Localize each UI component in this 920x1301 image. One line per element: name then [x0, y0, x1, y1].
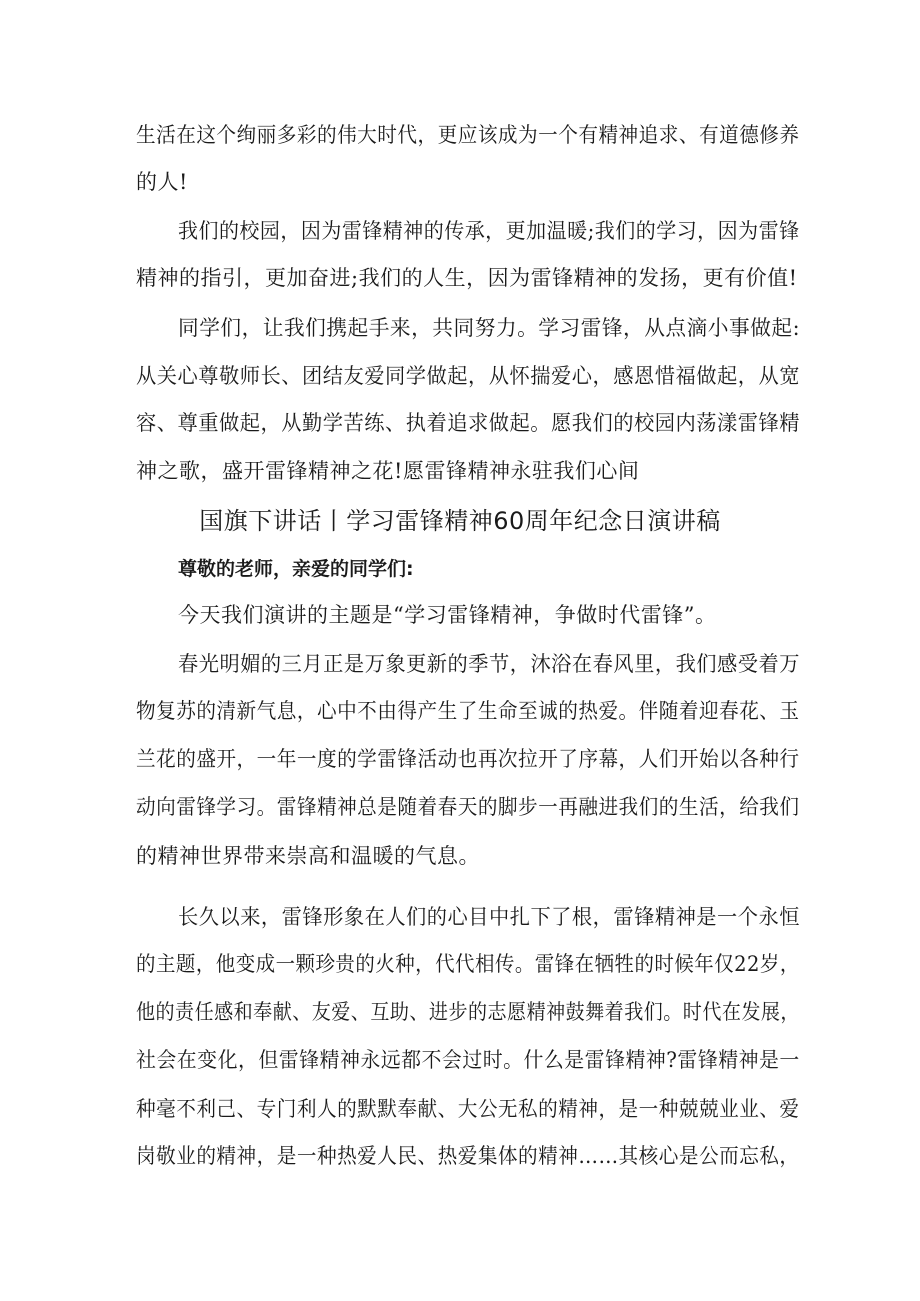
- text-line: 神之歌，盛开雷锋精神之花!愿雷锋精神永驻我们心间: [136, 459, 640, 483]
- text-line: 精神的指引，更加奋进;我们的人生，因为雷锋精神的发扬，更有价值!: [136, 266, 798, 290]
- text-line: 的主题，他变成一颗珍贵的火种，代代相传。雷锋在牺牲的时候年仅22岁，: [136, 952, 800, 976]
- salutation: 尊敬的老师，亲爱的同学们:: [178, 558, 414, 580]
- text-line: 生活在这个绚丽多彩的伟大时代，更应该成为一个有精神追求、有道德修养: [136, 123, 800, 147]
- text-line: 兰花的盛开，一年一度的学雷锋活动也再次拉开了序幕，人们开始以各种行: [136, 747, 800, 771]
- text-line: 他的责任感和奉献、友爱、互助、进步的志愿精神鼓舞着我们。时代在发展，: [136, 1000, 800, 1024]
- text-line: 社会在变化，但雷锋精神永远都不会过时。什么是雷锋精神?雷锋精神是一: [136, 1048, 800, 1072]
- text-line: 的精神世界带来崇高和温暖的气息。: [136, 844, 480, 868]
- text-line: 春光明媚的三月正是万象更新的季节，沐浴在春风里，我们感受着万: [178, 652, 800, 676]
- text-line: 从关心尊敬师长、团结友爱同学做起，从怀揣爱心，感恩惜福做起，从宽: [136, 364, 800, 388]
- text-line: 今天我们演讲的主题是“学习雷锋精神，争做时代雷锋”。: [178, 603, 717, 627]
- text-line: 容、尊重做起，从勤学苦练、执着追求做起。愿我们的校园内荡漾雷锋精: [136, 411, 800, 435]
- text-line: 种毫不利己、专门利人的默默奉献、大公无私的精神，是一种兢兢业业、爱: [136, 1097, 800, 1121]
- text-line: 我们的校园，因为雷锋精神的传承，更加温暖;我们的学习，因为雷锋: [178, 219, 800, 243]
- text-line: 长久以来，雷锋形象在人们的心目中扎下了根，雷锋精神是一个永恒: [178, 905, 800, 929]
- text-line: 岗敬业的精神，是一种热爱人民、热爱集体的精神……其核心是公而忘私，: [136, 1144, 800, 1168]
- text-line: 的人!: [136, 170, 188, 194]
- text-line: 同学们，让我们携起手来，共同努力。学习雷锋，从点滴小事做起:: [178, 316, 801, 340]
- text-line: 物复苏的清新气息，心中不由得产生了生命至诚的热爱。伴随着迎春花、玉: [136, 699, 800, 723]
- speech-title: 国旗下讲话丨学习雷锋精神60周年纪念日演讲稿: [199, 507, 721, 535]
- text-line: 动向雷锋学习。雷锋精神总是随着春天的脚步一再融进我们的生活，给我们: [136, 795, 800, 819]
